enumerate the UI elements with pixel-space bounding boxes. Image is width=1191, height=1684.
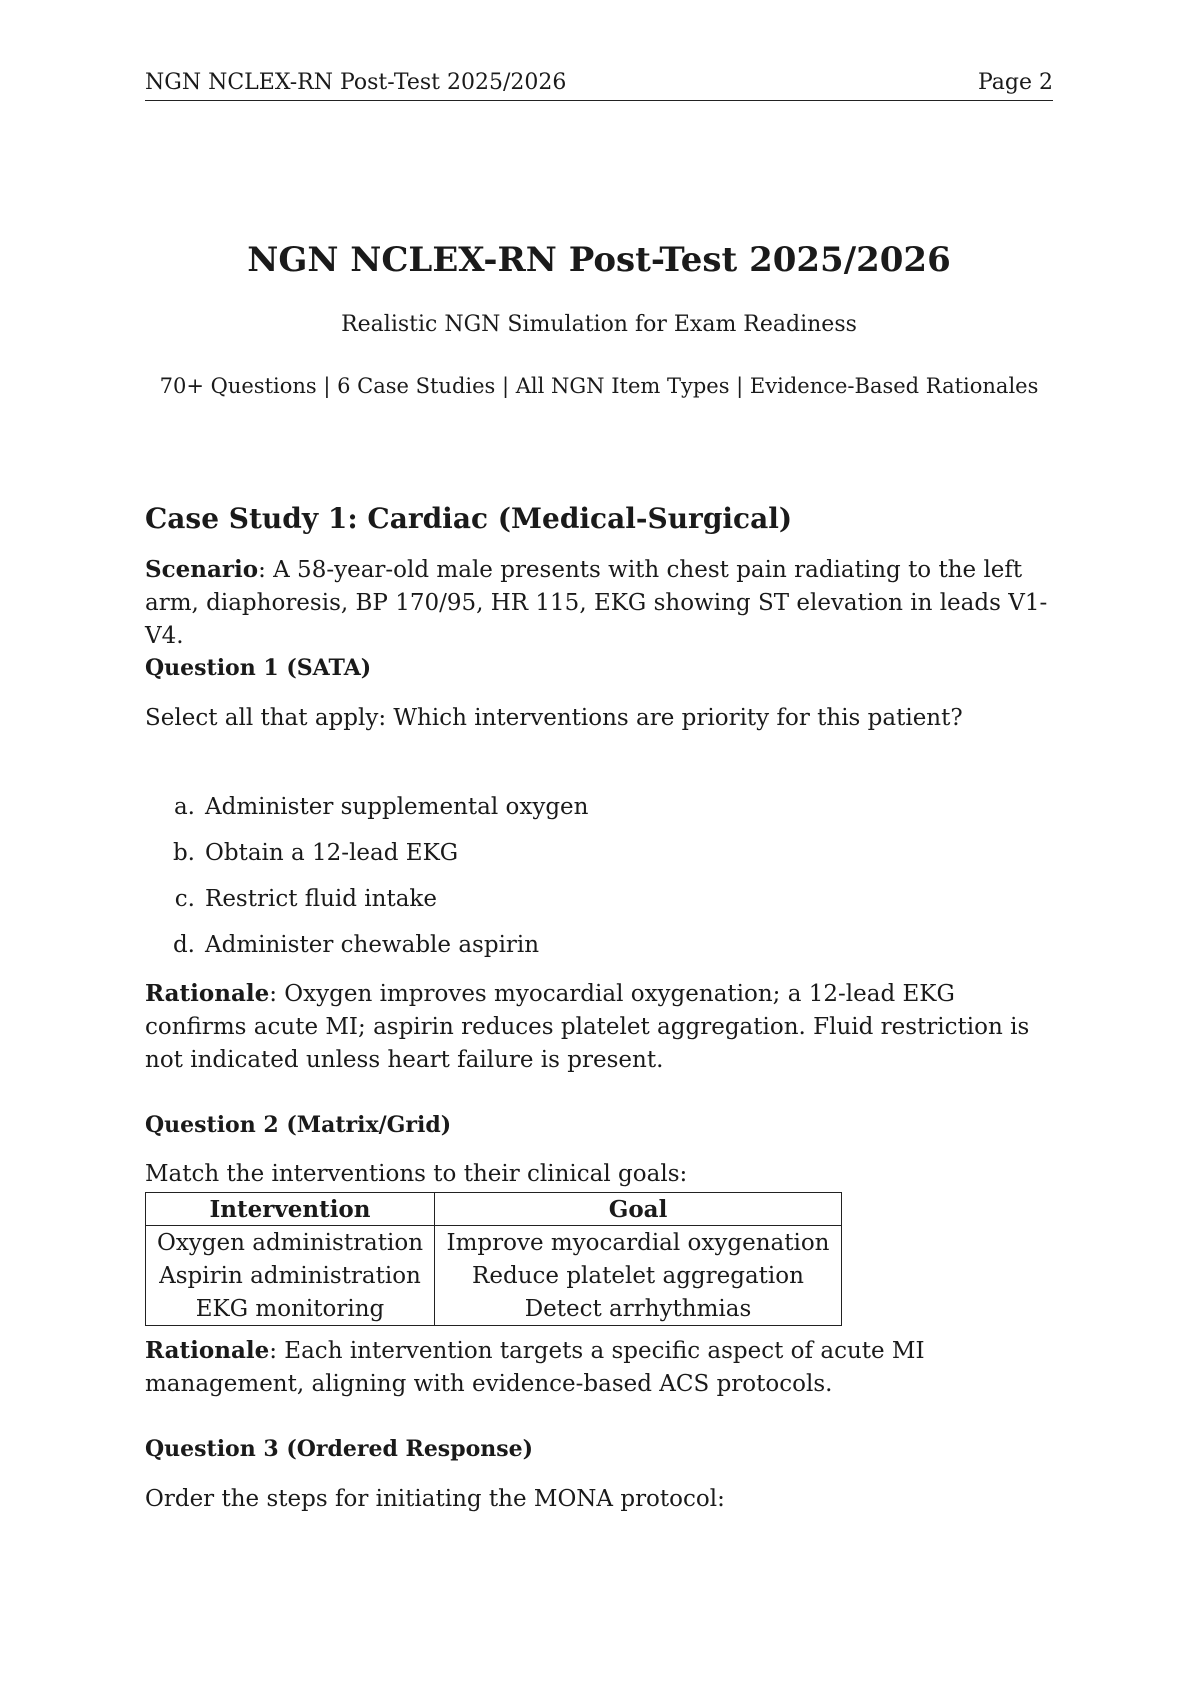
table-cell: Aspirin administration — [146, 1259, 435, 1292]
option-text: Administer chewable aspirin — [205, 932, 540, 958]
rationale-label: Rationale — [145, 980, 270, 1007]
option-letter: b. — [172, 840, 195, 866]
question-2-heading: Question 2 (Matrix/Grid) — [145, 1112, 452, 1138]
option-c[interactable] — [145, 884, 1053, 930]
case-study-title: Case Study 1: Cardiac (Medical-Surgical) — [145, 502, 793, 535]
option-text: Obtain a 12-lead EKG — [205, 840, 459, 866]
option-b[interactable] — [145, 838, 1053, 884]
option-letter: d. — [172, 932, 195, 958]
scenario-paragraph — [145, 553, 1053, 653]
option-a[interactable] — [145, 792, 1053, 838]
page-number: Page 2 — [977, 70, 1053, 95]
option-d[interactable] — [145, 930, 1053, 976]
table-cell: Oxygen administration — [146, 1226, 435, 1260]
scenario-text: : A 58-year-old male presents with chest pain radiating to the left arm, diaphoresis, BP 170/95, HR 115, EKG showing ST elevation in leads V1-V4. — [145, 557, 1048, 649]
table-header-goal: Goal — [435, 1193, 842, 1226]
rationale-label: Rationale — [145, 1337, 270, 1364]
document-title: NGN NCLEX-RN Post-Test 2025/2026 — [247, 240, 951, 280]
matrix-table — [145, 1192, 842, 1326]
scenario-label: Scenario — [145, 556, 259, 583]
table-cell: EKG monitoring — [146, 1292, 435, 1326]
rationale-text: : Oxygen improves myocardial oxygenation; a 12-lead EKG confirms acute MI; aspirin reduces platelet aggregation. Fluid restriction is not indicated unless heart failure is present. — [145, 981, 1030, 1073]
question-1-heading: Question 1 (SATA) — [145, 655, 372, 681]
question-3-heading: Question 3 (Ordered Response) — [145, 1436, 534, 1462]
table-header-row — [146, 1193, 842, 1226]
table-cell: Reduce platelet aggregation — [472, 1262, 804, 1289]
question-3-prompt: Order the steps for initiating the MONA protocol: — [145, 1486, 725, 1512]
question-2-prompt: Match the interventions to their clinical goals: — [145, 1161, 688, 1187]
header-title: NGN NCLEX-RN Post-Test 2025/2026 — [145, 70, 567, 95]
table-row — [146, 1292, 842, 1326]
running-header — [145, 68, 1053, 101]
option-text: Administer supplemental oxygen — [205, 794, 589, 820]
question-1-prompt: Select all that apply: Which interventions are priority for this patient? — [145, 705, 963, 731]
document-subtitle: Realistic NGN Simulation for Exam Readiness — [341, 312, 857, 337]
question-2-rationale — [145, 1334, 1053, 1401]
option-letter: a. — [173, 794, 195, 820]
question-1-rationale — [145, 977, 1053, 1077]
rationale-text: : Each intervention targets a specific aspect of acute MI management, aligning with evidence-based ACS protocols. — [145, 1338, 925, 1397]
table-row — [146, 1226, 842, 1260]
table-cell: Improve myocardial oxygenation — [446, 1229, 830, 1256]
option-letter: c. — [174, 886, 195, 912]
table-row — [146, 1259, 842, 1292]
table-header-intervention: Intervention — [146, 1193, 435, 1226]
table-cell: Detect arrhythmias — [524, 1295, 752, 1322]
document-tagline: 70+ Questions | 6 Case Studies | All NGN Item Types | Evidence-Based Rationales — [159, 374, 1039, 398]
question-1-options — [145, 792, 1053, 976]
option-text: Restrict fluid intake — [205, 886, 437, 912]
